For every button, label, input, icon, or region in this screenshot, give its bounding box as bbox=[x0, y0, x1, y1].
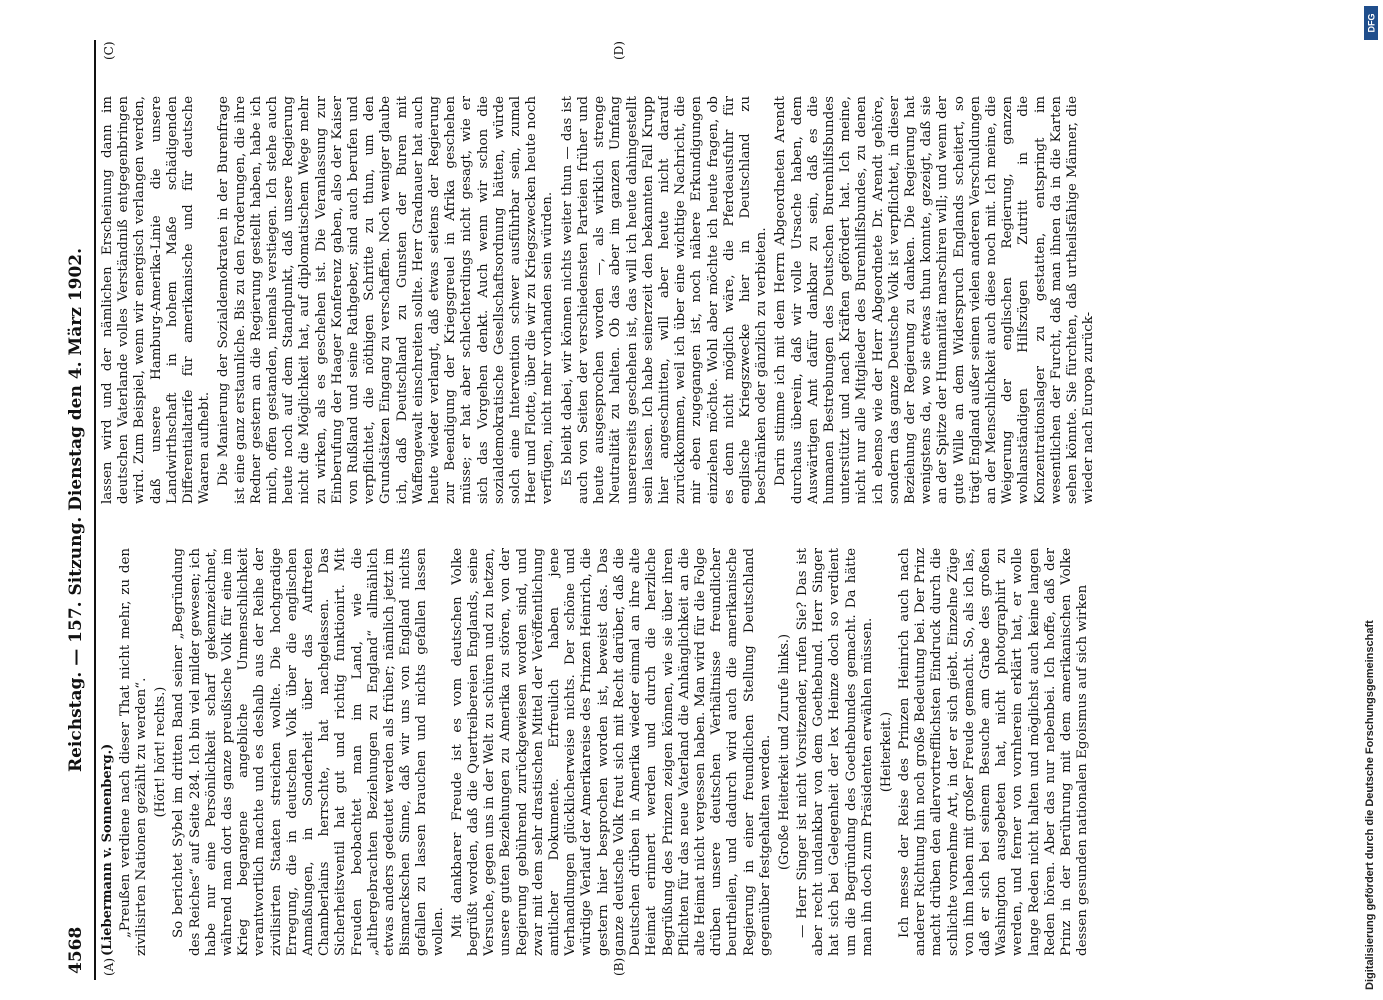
paragraph: — Herr Singer ist nicht Vorsitzender, rufen Sie? Das ist aber recht undankbar von dem Goethebund. Herr Singer hat sich bei Gelegenheit der lex Heinze doch so verdient um die Begründung des Goethebundes gemacht. Da hätte man ihn doch zum Präsidenten erwählen müssen. bbox=[794, 548, 875, 956]
paragraph: So berichtet Sybel im dritten Band seiner „Begründung des Reiches“ auf Seite 284. Ich bin viel milder gewesen; ich habe nur eine Persönlichkeit scharf gekennzeichnet, während man dort das ganze preußische Volk für eine im Krieg begangene angebliche Unmenschlichkeit verantwortlich machte und es deshalb aus der Reihe der zivilisirten Staaten streichen wollte. Die hochgradige Erregung, die in deutschen Volk über die englischen Anmaßungen, in Sonderheit über das Auftreten Chamberlains herrschte, hat nachgelassen. Das Sicherheitsventil hat gut und richtig funktionirt. Mit Freuden beobachtet man im Land, wie die „althergebrachten Beziehungen zu England“ allmählich etwas anders gedeutet werden als früher; nämlich jetzt im Bismarckschen Sinne, daß wir uns von England nichts gefallen zu lassen brauchen und nichts gefallen lassen wollen. bbox=[171, 548, 446, 956]
right-column bbox=[100, 96, 1260, 504]
credit-text: Digitalisierung gefördert durch die Deutsche Forschungsgemeinschaft bbox=[1364, 620, 1376, 990]
page-number: 4568 bbox=[66, 926, 86, 974]
paragraph: Mit dankbarer Freude ist es vom deutschen Volke begrüßt worden, daß die Quertreibereien Englands, seine Versuche, gegen uns in der Welt zu schüren und zu hetzen, unsere guten Beziehungen zu Amerika zu stören, von der Regierung gebührend zurückgewiesen worden sind, und zwar mit dem sehr drastischen Mittel der Veröffentlichung amtlicher Dokumente. Erfreulich haben jene Verhandlungen glücklicherweise nichts. Der schöne und würdige Verlauf der Amerikareise des Prinzen Heinrich, die gestern hier besprochen worden ist, beweist das. Das ganze deutsche Volk freut sich mit Recht darüber, daß die Deutschen drüben in Amerika wieder einmal an ihre alte Heimat erinnert werden und durch die herzliche Begrüßung des Prinzen zeigen können, wie sie über ihren Pflichten für das neue Vaterland die Anhänglichkeit an die alte Heimat nicht vergessen haben. Man wird für die Folge drüben unsere deutschen Verhältnisse freundlicher beurtheilen, und dadurch wird auch die amerikanische Regierung in einer freundlichen Stellung Deutschland gegenüber festgehalten werden. bbox=[449, 548, 773, 956]
paragraph: Darin stimme ich mit dem Herrn Abgeordneten Arendt durchaus überein, daß wir volle Ursache haben, dem Auswärtigen Amt dafür dankbar zu sein, daß es die humanen Bestrebungen des Deutschen Burenhilfsbundes unterstützt und nach Kräften gefördert hat. Ich meine, nicht nur alle Mitglieder des Burenhilfsbundes, zu denen ich ebenso wie der Herr Abgeordnete Dr. Arendt gehöre, sondern das ganze Deutsche Volk ist verpflichtet, in dieser Beziehung der Regierung zu danken. Die Regierung hat wenigstens da, wo sie etwas thun konnte, gezeigt, daß sie an der Spitze der Humanität marschiren will; und wenn der gute Wille an dem Widerspruch Englands scheitert, so trägt England außer seinen vielen anderen Verschuldungen an der Menschlichkeit auch diese noch mit. Ich meine, die Weigerung der englischen Regierung, ganzen wohlanständigen Hilfszügen Zutritt in die Konzentrationslager zu gestatten, entspringt im wesentlichen der Furcht, daß man ihnen da in die Karten sehen könnte. Sie fürchten, daß urtheilsfähige Männer, die wieder nach Europa zurück- bbox=[773, 96, 1097, 504]
interjection: (Hört! hört! rechts.) bbox=[153, 686, 169, 818]
margin-marker-a: (A) bbox=[102, 957, 116, 976]
rotated-page bbox=[60, 40, 1280, 980]
paragraph: lassen wird und der nämlichen Erscheinung dann im deutschen Vaterlande volles Verständniß entgegenbringen wird. Zum Beispiel, wenn wir energisch verlangen werden, daß unsere Hamburg-Amerika-Linie die unsere Landwirthschaft in hohem Maße schädigenden Differentialtarife für amerikanische und für deutsche Waaren aufhebt. bbox=[100, 96, 213, 504]
paragraph: „Preußen verdiene nach dieser That nicht mehr, zu den zivilisirten Nationen gezählt zu werden“. bbox=[118, 548, 150, 956]
dfg-logo bbox=[1364, 6, 1378, 40]
dfg-logo-text: DFG bbox=[1366, 13, 1376, 33]
digitization-credit bbox=[1356, 0, 1380, 1000]
margin-marker-c: (C) bbox=[102, 41, 116, 60]
speaker-label: (Liebermann v. Sonnenberg.) bbox=[100, 743, 115, 956]
interjection: (Heiterkeit.) bbox=[878, 711, 894, 793]
interjection: (Große Heiterkeit und Zurufe links.) bbox=[776, 634, 792, 870]
page-title: Reichstag. — 157. Sitzung. Dienstag den 4. März 1902. bbox=[66, 247, 86, 773]
left-column bbox=[100, 548, 1260, 956]
margin-marker-b: (B) bbox=[612, 957, 626, 976]
page-header bbox=[60, 40, 96, 980]
paragraph: Ich messe der Reise des Prinzen Heinrich auch nach anderer Richtung hin noch große Bedeutung bei. Der Prinz macht drüben den allervortrefflichsten Eindruck durch die schlichte vornehme Art, in der er sich giebt. Einzelne Züge von ihm haben mit großer Freude gemacht. So, als ich las, daß er sich bei seinem Besuche am Grabe des großen Washington ausgebeten hat, nicht photographirt zu werden, und ferner von vornherein erklärt hat, er wolle lange Reden nicht halten und möglichst auch keine langen Reden hören. Aber das nur nebenbei. Ich hoffe, daß der Prinz in der Berührung mit dem amerikanischen Volke dessen gesunden nationalen Egoismus auf sich wirken bbox=[896, 548, 1091, 956]
margin-marker-d: (D) bbox=[612, 41, 626, 60]
paragraph: Die Manierung der Sozialdemokraten in der Burenfrage ist eine ganz erstaunliche. Bis zu den Forderungen, die ihre Redner gestern an die Regierung gestellt haben, habe ich mich, offen gestanden, niemals verstiegen. Ich stehe auch heute noch auf dem Standpunkt, daß unsere Regierung nicht die Möglichkeit hat, auf diplomatischem Wege mehr zu wirken, als es geschehen ist. Die Veranlassung zur Einberufung der Haager Konferenz gaben, also der Kaiser von Rußland und seine Rathgeber, sind auch berufen und verpflichtet, die nöthigen Schritte zu thun, um den Grundsätzen Eingang zu verschaffen. Noch weniger glaube ich, daß Deutschland zu Gunsten der Buren mit Waffengewalt einschreiten sollte. Herr Gradnauer hat auch heute wieder verlangt, daß etwas seitens der Regierung zur Beendigung der Kriegsgreuel in Afrika geschehen müsse; er hat aber schlechterdings nicht gesagt, wie er sich das Vorgehen denkt. Auch wenn wir schon die sozialdemokratische Gesellschaftsordnung hätten, würde solch eine Intervention schwer ausführbar sein, zumal Heer und Flotte, über die wir zu Kriegszwecken heute noch verfügen, nicht mehr vorhanden sein würden. bbox=[216, 96, 556, 504]
paragraph: Es bleibt dabei, wir können nichts weiter thun — das ist auch von Seiten der verschiedensten Parteien früher und heute ausgesprochen worden —, als wirklich strenge Neutralität zu halten. Ob das aber im ganzen Umfang unsererseits geschehen ist, das will ich heute dahingestellt sein lassen. Ich habe seinerzeit den bekannten Fall Krupp hier angeschnitten, will aber heute nicht darauf zurückkommen, weil ich über eine wichtige Nachricht, die mir eben zugegangen ist, noch nähere Erkundigungen einziehen möchte. Wohl aber möchte ich heute fragen, ob es denn nicht möglich wäre, die Pferdeausfuhr für englische Kriegszwecke hier in Deutschland zu beschränken oder gänzlich zu verbieten. bbox=[559, 96, 770, 504]
